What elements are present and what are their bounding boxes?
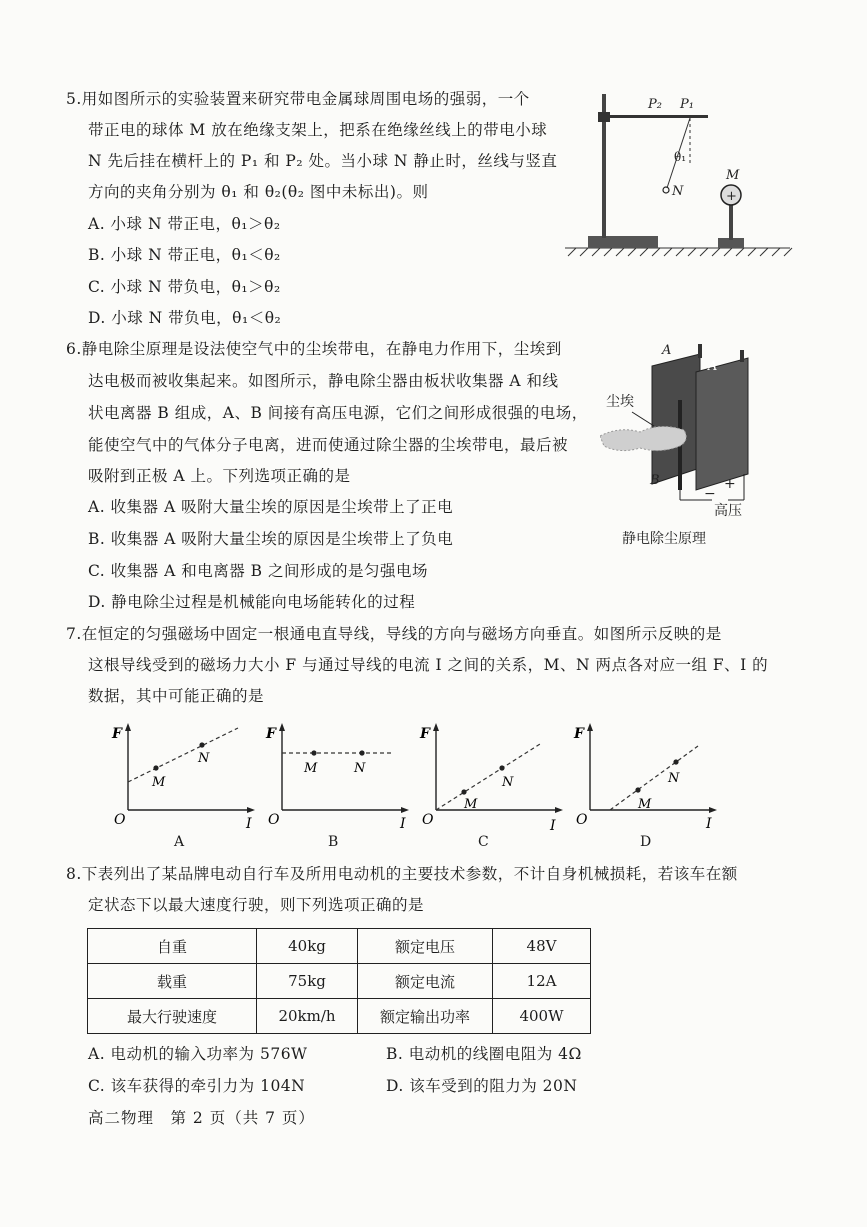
q6-figure-caption: 静电除尘原理 <box>622 531 706 547</box>
q5-stem-line-4: 方向的夹角分别为 θ₁ 和 θ₂(θ₂ 图中未标出)。则 <box>88 183 429 201</box>
table-cell: 20km/h <box>257 999 358 1034</box>
ground-hatch <box>565 248 792 256</box>
q6-stem-line-1: 6.静电除尘原理是设法使空气中的尘埃带电，在静电力作用下，尘埃到 <box>66 340 562 358</box>
table-cell: 400W <box>493 999 591 1034</box>
axis-f: F <box>266 726 276 742</box>
q6-stem-line-3: 状电离器 B 组成，A、B 间接有高压电源，它们之间形成很强的电场， <box>88 404 588 422</box>
q7-graph-b-label: B <box>328 834 339 850</box>
axis-i: I <box>550 818 556 830</box>
q7-graph-c-label: C <box>478 834 489 850</box>
q6-option-a: A. 收集器 A 吸附大量尘埃的原因是尘埃带上了正电 <box>88 498 454 516</box>
point-n: N <box>198 751 210 766</box>
q7-stem-line-2: 这根导线受到的磁场力大小 F 与通过导线的电流 I 之间的关系，M、N 两点各对应一组 F、I 的 <box>88 656 769 674</box>
q7-graph-d-label: D <box>640 834 652 850</box>
label-p2: P₂ <box>648 97 662 112</box>
table-cell: 75kg <box>257 964 358 999</box>
table-cell: 最大行驶速度 <box>88 999 257 1034</box>
axis-i: I <box>400 816 406 830</box>
table-cell: 自重 <box>88 929 257 964</box>
q7-stem-line-3: 数据，其中可能正确的是 <box>88 687 265 705</box>
point-m: M <box>638 797 652 812</box>
q7-graph-a-label: A <box>174 834 185 850</box>
label-b: B <box>650 473 660 488</box>
axis-i: I <box>246 816 252 830</box>
q6-stem-line-5: 吸附到正极 A 上。下列选项正确的是 <box>88 467 351 485</box>
axis-f: F <box>112 726 122 742</box>
point-m: M <box>152 775 166 790</box>
q5-option-c: C. 小球 N 带负电，θ₁＞θ₂ <box>88 278 281 296</box>
page-footer: 高二物理 第 2 页（共 7 页） <box>88 1109 315 1127</box>
q8-spec-table <box>87 928 591 1034</box>
origin-o: O <box>422 812 434 828</box>
origin-o: O <box>268 812 280 828</box>
q5-option-a: A. 小球 N 带正电，θ₁＞θ₂ <box>88 215 281 233</box>
q8-option-a: A. 电动机的输入功率为 576W <box>88 1045 308 1063</box>
q8-option-c: C. 该车获得的牵引力为 104N <box>88 1077 306 1095</box>
point-m: M <box>464 797 478 812</box>
table-row <box>88 999 591 1034</box>
q7-graph-b <box>264 720 414 830</box>
axis-f: F <box>574 726 584 742</box>
label-theta1: θ₁ <box>674 150 687 164</box>
label-m: M <box>726 168 740 183</box>
q8-stem-line-1: 8.下表列出了某品牌电动自行车及所用电动机的主要技术参数，不计自身机械损耗，若该车在额 <box>66 865 738 883</box>
origin-o: O <box>576 812 588 828</box>
point-m: M <box>304 761 318 776</box>
point-n: N <box>502 775 514 790</box>
q7-graph-d <box>572 720 722 830</box>
q7-graph-a <box>110 720 260 830</box>
m-plus-sign: + <box>726 189 737 204</box>
table-cell: 40kg <box>257 929 358 964</box>
axis-i: I <box>706 816 712 830</box>
label-a-front: A <box>708 359 718 374</box>
q5-stem-line-1: 5.用如图所示的实验装置来研究带电金属球周围电场的强弱，一个 <box>66 90 530 108</box>
table-cell: 载重 <box>88 964 257 999</box>
label-a-back: A <box>662 343 672 358</box>
label-n: N <box>672 184 684 199</box>
q6-precipitator-figure <box>600 336 780 508</box>
label-dust: 尘埃 <box>606 394 634 410</box>
label-minus: − <box>704 486 716 502</box>
table-cell: 额定电压 <box>358 929 493 964</box>
q5-option-d: D. 小球 N 带负电，θ₁＜θ₂ <box>88 309 282 327</box>
label-high-voltage: 高压 <box>714 503 742 519</box>
table-cell: 额定输出功率 <box>358 999 493 1034</box>
q6-option-b: B. 收集器 A 吸附大量尘埃的原因是尘埃带上了负电 <box>88 530 454 548</box>
q5-stem-line-3: N 先后挂在横杆上的 P₁ 和 P₂ 处。当小球 N 静止时，丝线与竖直 <box>88 152 558 170</box>
q6-option-d: D. 静电除尘过程是机械能向电场能转化的过程 <box>88 593 416 611</box>
q8-stem-line-2: 定状态下以最大速度行驶，则下列选项正确的是 <box>88 896 425 914</box>
q6-stem-line-4: 能使空气中的气体分子电离，进而使通过除尘器的尘埃带电，最后被 <box>88 436 569 454</box>
table-cell: 额定电流 <box>358 964 493 999</box>
table-cell: 48V <box>493 929 591 964</box>
label-p1: P₁ <box>680 97 694 112</box>
table-row <box>88 964 591 999</box>
axis-f: F <box>420 726 430 742</box>
q6-stem-line-2: 达电极而被收集起来。如图所示，静电除尘器由板状收集器 A 和线 <box>88 372 559 390</box>
q7-stem-line-1: 7.在恒定的匀强磁场中固定一根通电直导线，导线的方向与磁场方向垂直。如图所示反映的是 <box>66 625 722 643</box>
origin-o: O <box>114 812 126 828</box>
point-n: N <box>354 761 366 776</box>
q7-graph-c <box>418 720 568 830</box>
q5-option-b: B. 小球 N 带正电，θ₁＜θ₂ <box>88 246 281 264</box>
q6-option-c: C. 收集器 A 和电离器 B 之间形成的是匀强电场 <box>88 562 428 580</box>
table-cell: 12A <box>493 964 591 999</box>
q5-stem-line-2: 带正电的球体 M 放在绝缘支架上，把系在绝缘丝线上的带电小球 <box>88 121 548 139</box>
label-plus: + <box>724 476 736 492</box>
q8-option-b: B. 电动机的线圈电阻为 4Ω <box>386 1045 582 1063</box>
q5-apparatus-figure <box>560 84 800 264</box>
point-n: N <box>668 771 680 786</box>
table-row <box>88 929 591 964</box>
q8-option-d: D. 该车受到的阻力为 20N <box>386 1077 578 1095</box>
